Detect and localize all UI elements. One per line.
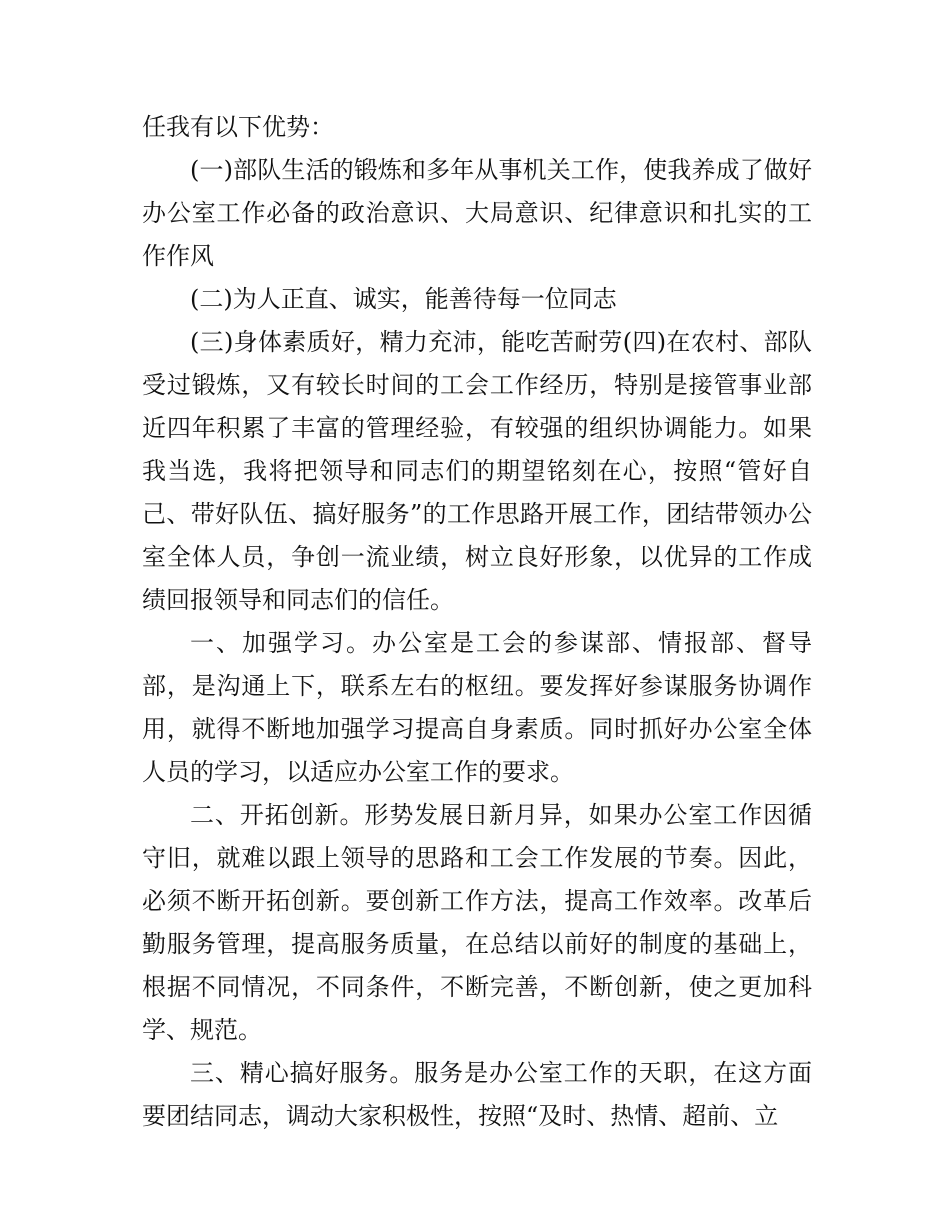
paragraph-advantage-1: (一)部队生活的锻炼和多年从事机关工作，使我养成了做好办公室工作必备的政治意识、大局意识、纪律意识和扎实的工作作风 xyxy=(142,156,812,270)
paragraph-advantage-3-4: (三)身体素质好，精力充沛，能吃苦耐劳(四)在农村、部队受过锻炼，又有较长时间的工会工作经历，特别是接管事业部近四年积累了丰富的管理经验，有较强的组织协调能力。如果我当选，我将把领导和同志们的期望铭刻在心，按照“管好自己、带好队伍、搞好服务”的工作思路开展工作，团结带领办公室全体人员，争创一流业绩，树立良好形象，以优异的工作成绩回报领导和同志们的信任。 xyxy=(142,328,812,614)
paragraph-point-service: 三、精心搞好服务。服务是办公室工作的天职，在这方面要团结同志，调动大家积极性，按照“及时、热情、超前、立 xyxy=(142,1059,812,1130)
paragraph-point-study: 一、加强学习。办公室是工会的参谋部、情报部、督导部，是沟通上下，联系左右的枢纽。要发挥好参谋服务协调作用，就得不断地加强学习提高自身素质。同时抓好办公室全体人员的学习，以适应办公室工作的要求。 xyxy=(142,629,812,786)
paragraph-advantage-2: (二)为人正直、诚实，能善待每一位同志 xyxy=(190,285,617,313)
paragraph-continuation: 任我有以下优势： xyxy=(142,113,334,141)
document-body xyxy=(142,106,812,1138)
paragraph-point-innovation: 二、开拓创新。形势发展日新月异，如果办公室工作因循守旧，就难以跟上领导的思路和工会工作发展的节奏。因此，必须不断开拓创新。要创新工作方法，提高工作效率。改革后勤服务管理，提高服务质量，在总结以前好的制度的基础上，根据不同情况，不同条件，不断完善，不断创新，使之更加科学、规范。 xyxy=(142,801,812,1044)
